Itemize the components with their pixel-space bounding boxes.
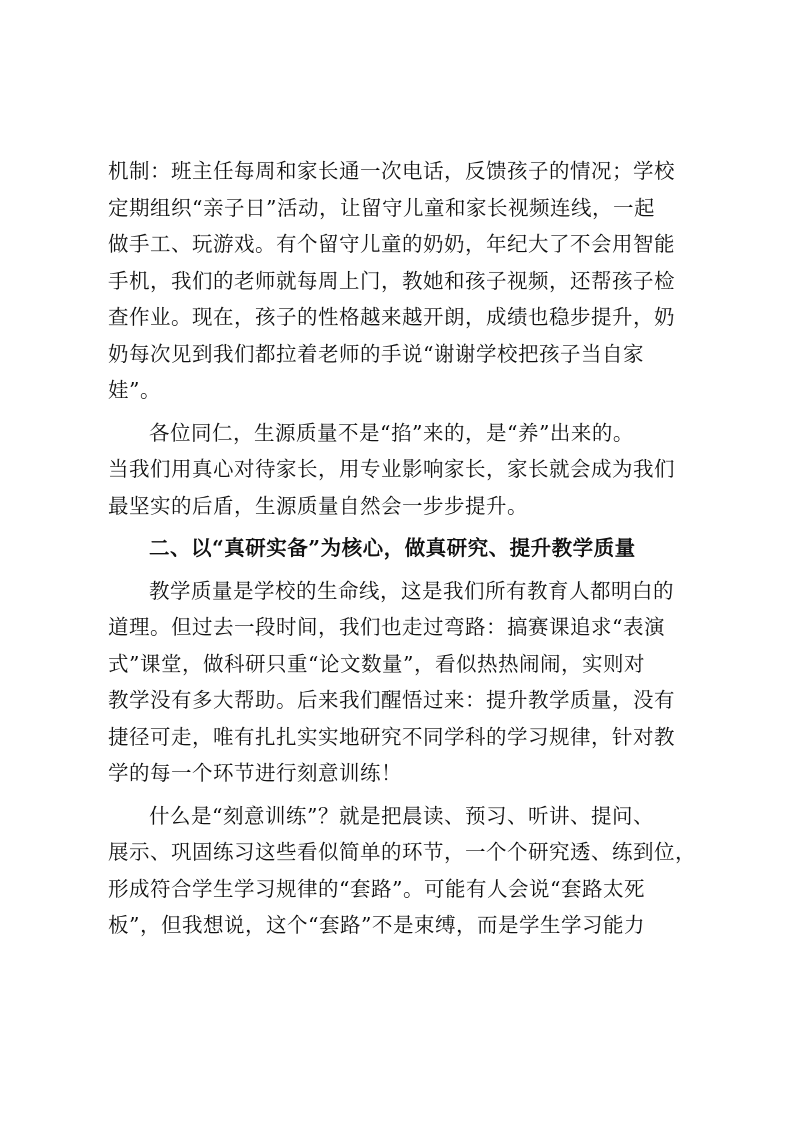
text-line: 定期组织“亲子日”活动，让留守儿童和家长视频连线，一起 (108, 195, 655, 220)
section-heading (108, 530, 686, 567)
text-line: 手机，我们的老师就每周上门，教她和孩子视频，还帮孩子检 (108, 268, 675, 293)
text-line: 奶每次见到我们都拉着老师的手说“谢谢学校把孩子当自家 (108, 341, 644, 366)
text-line: 最坚实的后盾，生源质量自然会一步步提升。 (108, 493, 528, 518)
text-line: 教学质量是学校的生命线，这是我们所有教育人都明白的 (149, 578, 674, 603)
paragraph-p1 (108, 153, 686, 409)
section-heading-text: 二、以“真研实备”为核心，做真研究、提升教学质量 (149, 536, 636, 560)
text-line: 机制：班主任每周和家长通一次电话，反馈孩子的情况；学校 (108, 159, 675, 183)
text-line: 捷径可走，唯有扎扎实实地研究不同学科的学习规律，针对教 (108, 724, 675, 749)
text-line: 板”，但我想说，这个“套路”不是束缚，而是学生学习能力 (108, 913, 645, 937)
text-line: 道理。但过去一段时间，我们也走过弯路：搞赛课追求“表演 (108, 615, 665, 639)
text-line: 学的每一个环节进行刻意训练！ (108, 761, 402, 785)
text-line: 什么是“刻意训练”？就是把晨读、预习、听讲、提问、 (149, 803, 654, 828)
text-line: 各位同仁，生源质量不是“掐”来的，是“养”出来的。 (149, 420, 634, 445)
text-line: 做手工、玩游戏。有个留守儿童的奶奶，年纪大了不会用智能 (108, 232, 675, 256)
paragraph-p3 (108, 573, 686, 792)
text-line: 式”课堂，做科研只重“论文数量”，看似热热闹闹，实则对 (108, 651, 645, 676)
paragraph-p2 (108, 415, 686, 525)
text-line: 当我们用真心对待家长，用专业影响家长，家长就会成为我们 (108, 457, 675, 481)
paragraph-p4 (108, 798, 696, 944)
text-line: 形成符合学生学习规律的“套路”。可能有人会说“套路太死 (108, 876, 645, 901)
text-line: 展示、巩固练习这些看似简单的环节，一个个研究透、练到位， (108, 840, 696, 864)
text-line: 查作业。现在，孩子的性格越来越开朗，成绩也稳步提升，奶 (108, 305, 675, 329)
document-body (108, 153, 696, 944)
text-line: 娃”。 (108, 378, 161, 402)
text-line: 教学没有多大帮助。后来我们醒悟过来：提升教学质量，没有 (108, 688, 675, 712)
